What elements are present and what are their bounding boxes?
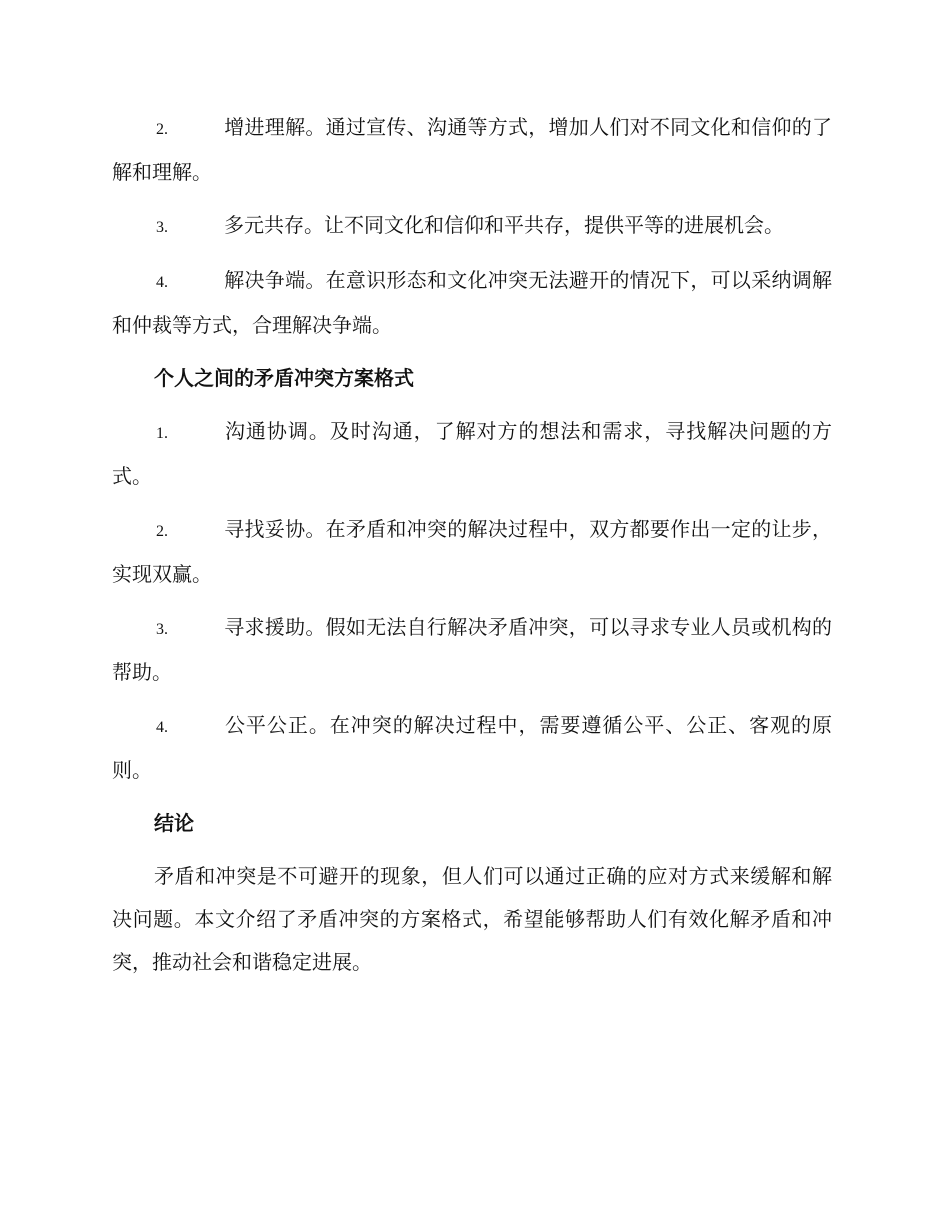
list-text: 多元共存。让不同文化和信仰和平共存，提供平等的进展机会。 bbox=[224, 213, 784, 237]
list-number: 1. bbox=[156, 425, 168, 442]
list-text: 沟通协调。及时沟通，了解对方的想法和需求，寻找解决问题的方式。 bbox=[112, 419, 832, 488]
conclusion-heading: 结论 bbox=[154, 811, 194, 835]
list-number: 2. bbox=[156, 523, 168, 540]
conclusion-paragraph: 矛盾和冲突是不可避开的现象，但人们可以通过正确的应对方式来缓解和解决问题。本文介绍了矛盾冲突的方案格式，希望能够帮助人们有效化解矛盾和冲突，推动社会和谐稳定进展。 bbox=[112, 864, 832, 974]
list-number: 3. bbox=[156, 219, 168, 236]
document-page bbox=[112, 106, 832, 984]
list-item bbox=[112, 508, 832, 596]
list-text: 解决争端。在意识形态和文化冲突无法避开的情况下，可以采纳调解和仲裁等方式，合理解决争端。 bbox=[112, 268, 832, 337]
list-item bbox=[112, 410, 832, 498]
list-text: 增进理解。通过宣传、沟通等方式，增加人们对不同文化和信仰的了解和理解。 bbox=[112, 115, 832, 184]
list-number: 4. bbox=[156, 274, 168, 291]
list-number: 2. bbox=[156, 121, 168, 138]
list-item bbox=[112, 704, 832, 792]
section-heading: 个人之间的矛盾冲突方案格式 bbox=[154, 366, 414, 390]
list-item bbox=[112, 204, 832, 249]
list-item bbox=[112, 259, 832, 347]
list-text: 公平公正。在冲突的解决过程中，需要遵循公平、公正、客观的原则。 bbox=[112, 713, 832, 782]
list-item bbox=[112, 106, 832, 194]
list-text: 寻找妥协。在矛盾和冲突的解决过程中，双方都要作出一定的让步，实现双赢。 bbox=[112, 517, 832, 586]
list-text: 寻求援助。假如无法自行解决矛盾冲突，可以寻求专业人员或机构的帮助。 bbox=[112, 615, 832, 684]
list-number: 3. bbox=[156, 621, 168, 638]
list-item bbox=[112, 606, 832, 694]
list-number: 4. bbox=[156, 719, 168, 736]
